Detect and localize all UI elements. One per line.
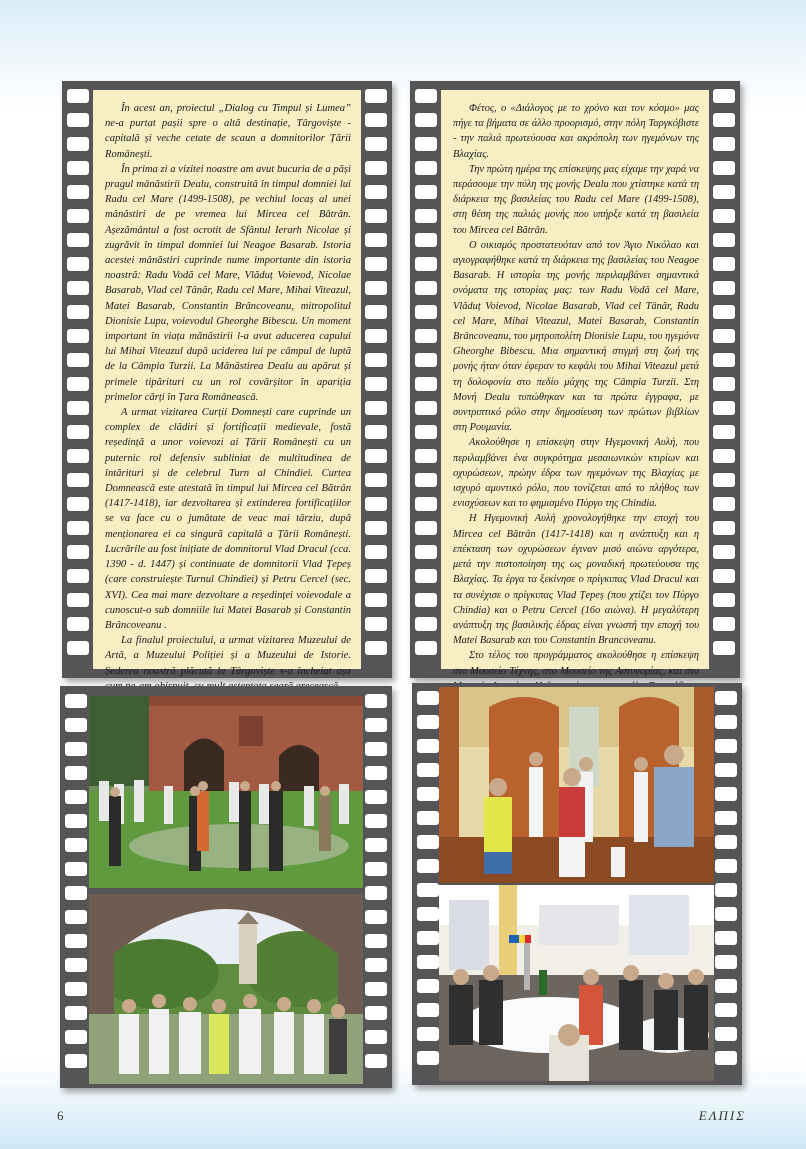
film-perforation-hole [715,907,737,921]
film-perforation-hole [67,545,89,559]
film-perforation-hole [65,982,87,996]
film-perforation-hole [65,886,87,900]
film-perforation-hole [365,718,387,732]
film-perforation-hole [417,859,439,873]
film-perforation-hole [365,113,387,127]
film-perforation-hole [365,473,387,487]
film-perforation-hole [415,137,437,151]
film-perforation-hole [415,569,437,583]
film-perforation-hole [715,955,737,969]
film-strip-romanian-text [62,81,392,678]
film-perforation-hole [715,715,737,729]
film-perforation-hole [365,1006,387,1020]
film-perforation-hole [715,931,737,945]
film-perforation-hole [365,425,387,439]
film-perforation-hole [365,569,387,583]
film-perforation-hole [715,691,737,705]
film-perforation-hole [365,617,387,631]
film-perforation-hole [65,1006,87,1020]
film-perforation-hole [365,814,387,828]
film-perforation-hole [365,401,387,415]
film-perforation-hole [713,137,735,151]
film-perforation-hole [65,790,87,804]
greek-paragraph: Την πρώτη ημέρα της επίσκεψης μας είχαμε την χαρά να περάσουμε την πύλη της μονής Dealu που χτίστηκε κατά τη διάρκεια της βασιλείας του Radu cel Mare (1499-1508), στη θέση της παλιάς μονής που υπήρξε κατά τη βασιλεία του Mircea cel Bătrân. [453,163,699,236]
film-perforation-hole [365,161,387,175]
film-perforation-hole [365,790,387,804]
film-perforation-hole [417,979,439,993]
film-perforation-hole [415,89,437,103]
film-perforation-hole [67,353,89,367]
film-perforation-hole [713,161,735,175]
film-perforation-hole [713,185,735,199]
film-perforation-hole [713,257,735,271]
film-perforation-hole [417,907,439,921]
film-perforation-hole [713,209,735,223]
film-perforation-hole [415,497,437,511]
romanian-paragraph: La finalul proiectului, a urmat vizitarea Muzeului de Artă, a Muzeului Poliției și a Muzeului de Istorie. Șederea noastră plăcută la Târgoviște s-a încheiat așa [105,635,351,677]
film-perforation-hole [415,353,437,367]
film-perforation-hole [365,305,387,319]
greek-paragraph: Ο οικισμός προστατευόταν από τον Άγιο Νικόλαο και αγιογραφήθηκε κατά τη διάρκεια της βασιλείας του Neagoe Basarab. Η ιστορία της μονής περιλαμβάνει σημαντικά ονόματα της ιστορίας μας: των Radu Vodă cel Mare, Vlăduț Voievod, Nicolae Basarab, Vlad cel Tânăr, Radu cel Mare, Mihai Viteazul, Matei Basarab, Constantin Brâncoveanu, του μητροπολίτη Dionisie Lupu, του ηγεμόνα Gheorghe Bibescu. Μια σημαντική στιγμή στη ζωή της μονής ήταν όταν έφεραν το κεφάλι του Mihai Viteazul μετά τη δολοφονία στο πεδίο μάχης της Câmpia Turzii. Στη Μονή Dealu τυπώθηκαν και τα πρώτα έγγραφα, με συντριπτικό ρόλο στην δημοσίευση των πρώτων βιβλίων στη Ρουμανία. [453,239,699,434]
film-perforation-hole [67,185,89,199]
film-perforation-hole [365,89,387,103]
film-perforation-hole [65,910,87,924]
film-perforation-hole [365,545,387,559]
greek-article [441,90,709,677]
film-perforation-hole [415,233,437,247]
film-perforation-hole [65,934,87,948]
film-perforation-hole [415,593,437,607]
film-perforation-hole [67,233,89,247]
film-perforation-hole [365,886,387,900]
film-perforation-hole [65,1030,87,1044]
film-perforation-hole [365,593,387,607]
film-perforation-hole [713,473,735,487]
film-perforation-hole [365,910,387,924]
film-perforation-hole [713,593,735,607]
film-perforation-hole [415,113,437,127]
film-perforation-hole [415,305,437,319]
film-perforation-hole [365,934,387,948]
film-perforation-hole [417,787,439,801]
film-perforation-hole [67,305,89,319]
film-perforation-hole [417,1051,439,1065]
film-perforation-hole [415,641,437,655]
greek-paragraph: Στο τέλος του προγράμματος ακολούθησε η επίσκεψη στο Μουσείο Τέχνης, στο Μουσείο της Αστυνομίας, και στο [453,650,699,677]
film-strip-photos-right [412,683,742,1085]
film-perforation-hole [715,835,737,849]
romanian-paragraph: În acest an, proiectul „Dialog cu Timpul și Lumea” ne-a purtat pașii spre o altă destinație, Târgoviște - capitală și veche cetate de scaun a domnitorilor Țării Românești. [105,103,351,160]
film-perforation-hole [417,739,439,753]
film-perforation-hole [415,617,437,631]
film-perforation-hole [713,89,735,103]
film-perforation-hole [365,449,387,463]
film-perforation-hole [415,329,437,343]
film-perforation-hole [67,641,89,655]
film-perforation-hole [415,281,437,295]
film-perforation-hole [67,497,89,511]
film-perforation-hole [713,641,735,655]
film-perforation-hole [417,955,439,969]
film-perforation-hole [713,233,735,247]
film-perforation-hole [713,353,735,367]
film-perforation-hole [65,742,87,756]
film-perforation-hole [415,425,437,439]
romanian-article [93,90,361,677]
film-perforation-hole [67,113,89,127]
film-perforation-hole [713,449,735,463]
film-perforation-hole [67,593,89,607]
film-perforation-hole [715,763,737,777]
film-perforation-hole [713,281,735,295]
film-perforation-hole [365,694,387,708]
greek-paragraph: Ακολούθησε η επίσκεψη στην Ηγεμονική Αυλή, που περιλαμβάνει ένα συγκρότημα μεσαιωνικών κτιρίων και οχυρώσεων, πρώην έδρα των ηγεμόνων της Βλαχίας με ισχυρό αμυντικό ρόλο, που τονίζεται από το πλήθος των ενισχύσεων και το φημισμένο Πύργο της Chindia. [453,437,699,510]
film-perforation-hole [65,718,87,732]
film-perforation-hole [65,814,87,828]
film-perforation-hole [67,209,89,223]
film-perforation-hole [365,958,387,972]
film-perforation-hole [365,838,387,852]
photo-museum-hall-visit [439,687,714,883]
film-perforation-hole [713,305,735,319]
film-perforation-hole [415,401,437,415]
film-perforation-hole [415,377,437,391]
page-number: 6 [57,1108,64,1123]
film-perforation-hole [713,329,735,343]
film-perforation-hole [417,691,439,705]
film-perforation-hole [365,209,387,223]
film-perforation-hole [67,329,89,343]
film-perforation-hole [417,763,439,777]
film-perforation-hole [417,1003,439,1017]
film-perforation-hole [713,569,735,583]
film-perforation-hole [67,425,89,439]
film-perforation-hole [365,353,387,367]
film-perforation-hole [67,449,89,463]
film-perforation-hole [365,1030,387,1044]
film-perforation-hole [715,1051,737,1065]
film-perforation-hole [365,1054,387,1068]
photo-greek-evening-dinner [439,885,714,1081]
film-perforation-hole [715,811,737,825]
greek-paragraph: Η Ηγεμονική Αυλή χρονολογήθηκε την εποχή του Mircea cel Bătrân (1417-1418) και η ανάπτυξη και η επέκταση των οχυρώσεων έγιναν μισό αιώνα αργότερα, μετά την πιστοποίηση της ως μοναδική πρωτεύουσα της Βλαχίας. Τα έργα τα ξεκίνησε ο πρίγκιπας Vlad Dracul και τα συνέχισε ο πρίγκιπας Vlad Țepeș (που χτίζει τον Πύργο Chindia) και ο Petru Cercel (16ο αιώνα). Η μεγαλύτερη ανάπτυξη της βασιλικής έδρας είναι γνωστή την εποχή του Matei Basarab και του Constantin Brancoveanu. [453,513,699,647]
film-perforation-hole [365,137,387,151]
film-perforation-hole [65,1054,87,1068]
film-perforation-hole [67,377,89,391]
film-perforation-hole [713,113,735,127]
romanian-paragraph: A urmat vizitarea Curții Domnești care cuprinde un complex de clădiri și fortificații medievale, fostă reședință a unor voievozi ai Țării Românești cu un puternic rol defensiv subliniat de multitudinea de întărituri și de celebrul Turn al Chindiei. Curtea Domnească este atestată în timpul lui Mircea cel Bătrân (1417-1418), iar dezvoltarea și extinderea fortificațiilor se va face cu o jumătate de veac mai târziu, după menționarea ei ca singură capitală a Țării Românești. Lucrările au fost inițiate de domnitorul Vlad Dracul (cca. 1390 - d. 1447) și continuate de domnitorii Vlad Țepeș (care construiește Turnul Chindiei) și Petru Cercel (sec. XVI). Cea mai mare dezvoltare a reședinței voievodale a cunoscut-o sub domniile lui Matei Basarab și Constantin Brâncoveanu . [105,407,351,631]
film-perforation-hole [65,766,87,780]
film-perforation-hole [415,209,437,223]
film-perforation-hole [415,185,437,199]
film-perforation-hole [417,835,439,849]
film-perforation-hole [415,257,437,271]
film-perforation-hole [365,766,387,780]
film-perforation-hole [365,641,387,655]
film-perforation-hole [67,257,89,271]
film-perforation-hole [365,742,387,756]
film-perforation-hole [67,521,89,535]
film-perforation-hole [67,401,89,415]
film-perforation-hole [715,1027,737,1041]
film-perforation-hole [715,883,737,897]
film-perforation-hole [67,161,89,175]
film-perforation-hole [365,233,387,247]
film-perforation-hole [715,739,737,753]
film-perforation-hole [65,694,87,708]
greek-paragraph: Φέτος, ο «Διάλογος με το χρόνο και τον κόσμο» μας πήγε τα βήματα σε άλλο προορισμό, στην πόλη Ταργκόβιστε - την παλιά πρωτεύουσα και ακρόπολη των ηγεμόνων της Βλαχίας. [453,103,699,160]
film-perforation-hole [713,401,735,415]
photo-chindia-tower-group [89,894,363,1084]
film-perforation-hole [65,958,87,972]
film-perforation-hole [713,617,735,631]
film-perforation-hole [67,281,89,295]
film-strip-greek-text [410,81,740,678]
journal-name: ΕΛΠΙΣ [698,1108,746,1123]
film-perforation-hole [365,257,387,271]
film-perforation-hole [417,883,439,897]
film-perforation-hole [417,811,439,825]
film-perforation-hole [65,862,87,876]
film-perforation-hole [715,979,737,993]
film-perforation-hole [713,521,735,535]
film-perforation-hole [365,281,387,295]
film-perforation-hole [365,377,387,391]
film-perforation-hole [365,521,387,535]
film-perforation-hole [715,1003,737,1017]
film-perforation-hole [67,473,89,487]
film-perforation-hole [715,787,737,801]
film-perforation-hole [65,838,87,852]
film-perforation-hole [365,982,387,996]
film-perforation-hole [415,161,437,175]
film-perforation-hole [365,862,387,876]
film-perforation-hole [365,185,387,199]
film-perforation-hole [365,497,387,511]
film-perforation-hole [67,569,89,583]
film-perforation-hole [415,521,437,535]
film-perforation-hole [67,617,89,631]
film-perforation-hole [713,425,735,439]
film-perforation-hole [713,377,735,391]
film-perforation-hole [365,329,387,343]
film-perforation-hole [715,859,737,873]
film-perforation-hole [713,545,735,559]
film-perforation-hole [415,449,437,463]
film-perforation-hole [415,545,437,559]
film-perforation-hole [67,137,89,151]
film-perforation-hole [417,931,439,945]
film-perforation-hole [713,497,735,511]
film-perforation-hole [417,1027,439,1041]
film-perforation-hole [415,473,437,487]
romanian-paragraph: În prima zi a vizitei noastre am avut bucuria de a păși pragul mânăstirii Dealu, construită în timpul domniei lui Radu cel Mare (1499-1508), pe vechiul locaș al unei mânăstiri de pe vremea lui Mircea cel Bătrân. Așezământul a fost ocrotit de Sfântul Ierarh Nicolae și zugrăvit în timpul domniei lui Neagoe Basarab. Istoria acestei mânăstiri cuprinde nume importante din istoria noastră: Radu Vodă cel Mare, Vlăduț Voievod, Nicolae Basarab, Vlad cel Tânăr, Radu cel Mare, Mihai Viteazul, Matei Basarab, Constantin Brâncoveanu, mitropolitul Dionisie Lupu, voievodul Gheorghe Bibescu. Un moment important în viața mânăstirii l-a avut aducerea capului lui Mihai Viteazul după uciderea lui pe câmpul de luptă de la Câmpia Turzii. La Mânăstirea Dealu au apărut și primele tipărituri cu un rol covârșitor în apariția primelor cărți în Țara Românească. [105,163,351,403]
film-strip-photos-left [60,686,392,1088]
film-perforation-hole [417,715,439,729]
film-perforation-hole [67,89,89,103]
photo-monastery-courtyard [89,696,363,888]
